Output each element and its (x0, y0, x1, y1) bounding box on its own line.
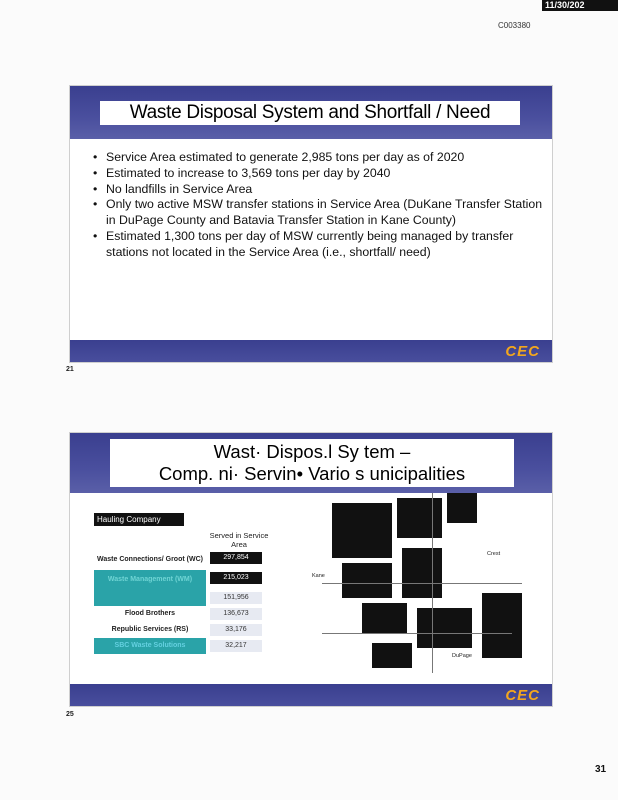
page-number: 31 (595, 764, 607, 775)
map-label: Crest (487, 551, 501, 557)
tons-value: 151,956 (210, 592, 262, 604)
header-date: 11/30/202 (542, 0, 618, 11)
map-road (322, 633, 512, 634)
map-region (342, 563, 392, 598)
bullet-item: • Service Area estimated to generate 2,985 tons per day as of 2020 (93, 150, 543, 166)
table-row (94, 638, 274, 654)
company-name: Flood Brothers (124, 610, 176, 617)
map-region (397, 498, 442, 538)
company-name: Waste Connections/ Groot (WC) (97, 556, 203, 563)
bullet-item: • Estimated 1,300 tons per day of MSW currently being managed by transfer stations not located in the Service Area (i.e., shortfall/ need) (93, 229, 543, 261)
map-region (362, 603, 407, 633)
company-name: Waste Management (WM) (94, 570, 206, 590)
bullet-item: • Only two active MSW transfer stations in Service Area (DuKane Transfer Station in DuPage County and Batavia Transfer Station in Kane County) (93, 197, 543, 229)
cec-logo: CEC (505, 687, 540, 704)
slide-title (110, 439, 514, 487)
map-label: Kane (312, 573, 325, 579)
table-row (94, 606, 274, 622)
map-region (372, 643, 412, 668)
bullet-list (93, 150, 543, 261)
slide-number: 21 (66, 366, 74, 373)
bullet-item: • Estimated to increase to 3,569 tons per day by 2040 (93, 166, 543, 182)
cec-logo: CEC (505, 343, 540, 360)
tons-value: 32,217 (210, 640, 262, 652)
table-row (94, 550, 274, 570)
table-header: Hauling Company (94, 513, 184, 526)
tons-value: 297,854 (210, 552, 262, 564)
slide-footer (70, 684, 552, 707)
map-region (447, 493, 477, 523)
tons-value: 33,176 (210, 624, 262, 636)
company-name (94, 590, 206, 606)
map-region (402, 548, 442, 598)
bullet-item: • No landfills in Service Area (93, 182, 543, 198)
slide-title-line: Comp. ni· Servin• Vario s unicipalities (158, 463, 466, 484)
map-label: DuPage (452, 653, 472, 659)
slide-title: Waste Disposal System and Shortfall / Need (100, 101, 520, 125)
tons-value: 136,673 (210, 608, 262, 620)
tons-value: 215,023 (210, 572, 262, 584)
map-region (332, 503, 392, 558)
slide-number: 25 (66, 711, 74, 718)
service-area-map (302, 493, 550, 681)
slide-title-line: Wast· Dispos.l Sy tem – (213, 441, 411, 462)
table-rows (94, 550, 274, 654)
map-region (482, 593, 522, 658)
column-header-served: Served in Service Area (209, 531, 269, 549)
bates-number: C003380 (498, 21, 531, 30)
map-road (322, 583, 522, 584)
company-name: SBC Waste Solutions (94, 638, 206, 654)
map-road (432, 493, 433, 673)
slide-hauling-companies (69, 432, 553, 707)
map-region (417, 608, 472, 648)
slide-footer (70, 340, 552, 363)
table-row (94, 622, 274, 638)
slide-banner (70, 433, 552, 493)
table-row (94, 590, 274, 606)
company-name: Republic Services (RS) (111, 626, 189, 633)
table-row (94, 570, 274, 590)
slide-waste-disposal (69, 85, 553, 363)
slide-banner (70, 86, 552, 139)
